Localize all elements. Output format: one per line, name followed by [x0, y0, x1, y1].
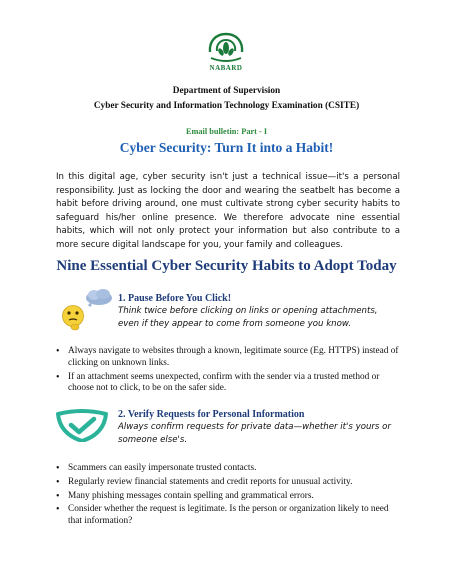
habit-2-bullets — [56, 463, 402, 530]
habit-2-title: 2. Verify Requests for Personal Information — [118, 409, 305, 420]
habit-1-title: 1. Pause Before You Click! — [118, 293, 232, 304]
list-item: • If an attachment seems unexpected, confirm with the sender via a trusted method or choose not to click, to be on the safer side. — [56, 372, 402, 396]
intro-paragraph: In this digital age, cyber security isn't just a technical issue—it's a personal responsibility. Just as locking the door and wearing the seatbelt has become a habit before driving around, one must cultivate strong cyber security habits to safeguard his/her online presence. We therefore advocate nine essential habits, which will not only protect your information but also contribute to a more secure digital landscape for you, your family and colleagues. — [56, 172, 400, 250]
logo-text: NABARD — [209, 64, 243, 72]
bulletin-label: Email bulletin: Part - I — [185, 127, 268, 136]
bulletin-headline: Cyber Security: Turn It into a Habit! — [119, 140, 334, 155]
list-item: • Many phishing messages contain spelling and grammatical errors. — [56, 491, 402, 503]
habit-2-description: Always confirm requests for private data—whether it's yours or someone else's. — [118, 422, 391, 445]
habit-1-description: Think twice before clicking on links or opening attachments, even if they appear to come from someone you know. — [118, 306, 378, 329]
thinking-face-icon — [60, 302, 86, 336]
thought-cloud-icon — [84, 287, 114, 307]
shield-check-icon — [54, 408, 110, 442]
list-item: • Consider whether the request is legitimate. Is the person or organization likely to need that information? — [56, 504, 402, 528]
department-title: Department of Supervision — [172, 86, 281, 96]
habit-1-bullets — [56, 346, 402, 397]
list-item: • Always navigate to websites through a known, legitimate source (Eg. HTTPS) instead of clicking on unknown links. — [56, 346, 402, 370]
division-title: Cyber Security and Information Technology Examination (CSITE) — [93, 101, 360, 111]
list-item: • Regularly review financial statements and credit reports for unusual activity. — [56, 477, 402, 489]
section-title: Nine Essential Cyber Security Habits to Adopt Today — [56, 258, 397, 274]
list-item: • Scammers can easily impersonate trusted contacts. — [56, 463, 402, 475]
